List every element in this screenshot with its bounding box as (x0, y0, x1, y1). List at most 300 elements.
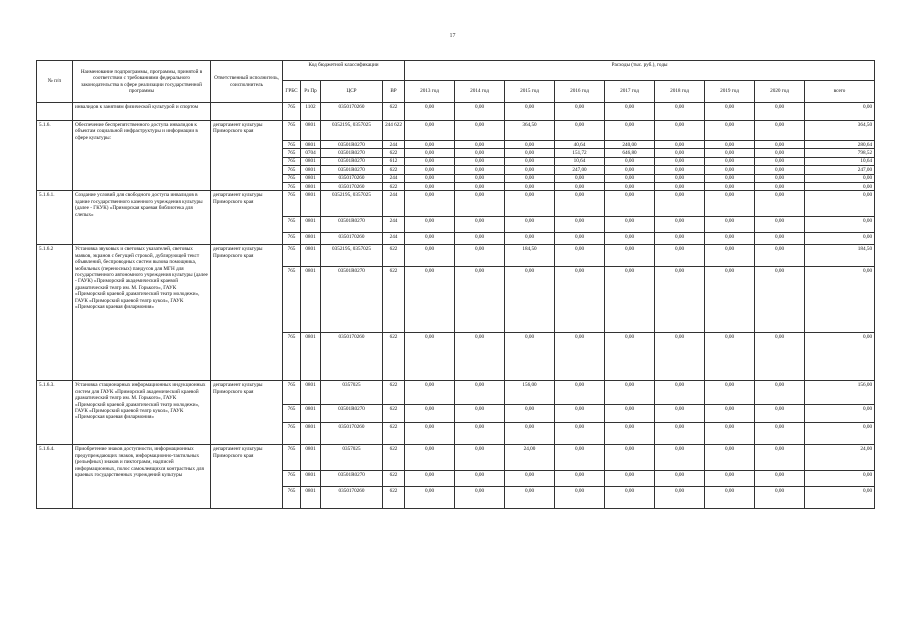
cell-expense: 0,00 (505, 423, 555, 445)
cell-expense: 0,00 (555, 405, 605, 423)
cell-vr: 622 (383, 183, 405, 191)
cell-csr: 0352195, 0357025 (321, 245, 383, 267)
cell-expense: 0,00 (405, 166, 455, 174)
cell-expense: 0,00 (605, 183, 655, 191)
header-num: № п/п (37, 61, 73, 103)
cell-expense: 0,00 (755, 245, 805, 267)
cell-expense: 240,00 (605, 141, 655, 149)
cell-expense: 0,00 (555, 423, 605, 445)
cell-csr: 03501R0270 (321, 141, 383, 149)
cell-expense: 0,00 (755, 333, 805, 381)
header-expenses: Расходы (тыс. руб.), годы (405, 61, 875, 81)
cell-grbs: 765 (283, 423, 301, 445)
cell-rzpr: 0801 (301, 471, 321, 487)
cell-expense: 0,00 (455, 183, 505, 191)
cell-expense: 0,00 (705, 267, 755, 333)
cell-expense: 0,00 (405, 174, 455, 182)
cell-total: 0,00 (805, 233, 875, 245)
header-csr: ЦСР (321, 81, 383, 103)
row-number: 5.1.6.3. (37, 381, 73, 445)
cell-expense: 24,00 (505, 445, 555, 471)
cell-expense: 0,00 (705, 149, 755, 157)
cell-expense: 0,00 (605, 166, 655, 174)
cell-expense: 0,00 (755, 141, 805, 149)
cell-vr: 622 (383, 245, 405, 267)
table-row (37, 121, 875, 141)
cell-grbs: 765 (283, 103, 301, 121)
cell-expense: 0,00 (705, 333, 755, 381)
cell-expense: 0,00 (555, 381, 605, 405)
cell-expense: 0,00 (755, 267, 805, 333)
cell-expense: 0,00 (555, 174, 605, 182)
table-body (37, 103, 875, 509)
cell-expense: 0,00 (705, 445, 755, 471)
cell-total: 0,00 (805, 183, 875, 191)
cell-expense: 0,00 (455, 333, 505, 381)
cell-vr: 622 (383, 103, 405, 121)
cell-expense: 0,00 (505, 103, 555, 121)
cell-expense: 0,00 (705, 174, 755, 182)
cell-rzpr: 0801 (301, 233, 321, 245)
cell-csr: 03501R0270 (321, 217, 383, 233)
cell-expense: 0,00 (655, 121, 705, 141)
cell-expense: 0,00 (555, 471, 605, 487)
cell-vr: 622 (383, 423, 405, 445)
cell-expense: 0,00 (655, 166, 705, 174)
cell-expense: 0,00 (655, 333, 705, 381)
cell-expense: 0,00 (455, 233, 505, 245)
cell-expense: 0,00 (405, 381, 455, 405)
row-executor: департамент культуры Приморского края (211, 245, 283, 381)
cell-expense: 0,00 (405, 487, 455, 509)
header-year-2017: 2017 год (605, 81, 655, 103)
cell-expense: 0,00 (455, 121, 505, 141)
cell-csr: 0357025 (321, 381, 383, 405)
cell-grbs: 765 (283, 381, 301, 405)
cell-expense: 0,00 (505, 471, 555, 487)
cell-total: 0,00 (805, 217, 875, 233)
cell-csr: 03501R0270 (321, 149, 383, 157)
cell-expense: 0,00 (655, 149, 705, 157)
cell-expense: 0,00 (655, 423, 705, 445)
cell-expense: 0,00 (655, 191, 705, 217)
cell-total: 156,00 (805, 381, 875, 405)
cell-rzpr: 0801 (301, 333, 321, 381)
cell-vr: 622 (383, 381, 405, 405)
cell-expense: 0,00 (605, 381, 655, 405)
cell-rzpr: 0801 (301, 183, 321, 191)
cell-rzpr: 0801 (301, 381, 321, 405)
cell-expense: 0,00 (405, 445, 455, 471)
cell-csr: 0357025 (321, 445, 383, 471)
cell-expense: 0,00 (405, 149, 455, 157)
table-row (37, 245, 875, 267)
row-name: Приобретение знаков доступности, информационных предупреждающих знаков, информационно-тактильных (рельефных) знаков и пиктограмм, надписей информационных, полос самоклеящихся контрастных для краевых государственных учреждений культуры (73, 445, 211, 509)
header-year-2013: 2013 год (405, 81, 455, 103)
cell-vr: 622 (383, 333, 405, 381)
row-number: 5.1.6.2 (37, 245, 73, 381)
cell-csr: 03501R0270 (321, 471, 383, 487)
cell-expense: 0,00 (705, 141, 755, 149)
cell-rzpr: 0704 (301, 149, 321, 157)
cell-total: 0,00 (805, 405, 875, 423)
cell-total: 798,52 (805, 149, 875, 157)
cell-expense: 0,00 (655, 233, 705, 245)
cell-total: 0,00 (805, 423, 875, 445)
cell-expense: 646,80 (605, 149, 655, 157)
cell-vr: 622 (383, 405, 405, 423)
cell-expense: 0,00 (455, 174, 505, 182)
cell-csr: 03501R0270 (321, 405, 383, 423)
cell-expense: 0,00 (755, 157, 805, 165)
cell-expense: 0,00 (505, 233, 555, 245)
cell-rzpr: 0801 (301, 445, 321, 471)
cell-expense: 0,00 (455, 405, 505, 423)
cell-expense: 0,00 (555, 183, 605, 191)
cell-vr: 622 (383, 267, 405, 333)
cell-expense: 0,00 (455, 471, 505, 487)
cell-csr: 03501R0270 (321, 267, 383, 333)
cell-csr: 0352195, 0357025 (321, 121, 383, 141)
cell-grbs: 765 (283, 333, 301, 381)
cell-expense: 0,00 (705, 423, 755, 445)
cell-csr: 0350170260 (321, 487, 383, 509)
cell-expense: 0,00 (705, 245, 755, 267)
header-rzpr: Рз Пр (301, 81, 321, 103)
cell-expense: 0,00 (505, 267, 555, 333)
budget-table (36, 60, 875, 509)
table-row (37, 445, 875, 471)
cell-rzpr: 0801 (301, 166, 321, 174)
cell-expense: 0,00 (705, 405, 755, 423)
cell-expense: 0,00 (405, 141, 455, 149)
cell-vr: 622 (383, 445, 405, 471)
row-number (37, 103, 73, 121)
cell-expense: 0,00 (755, 445, 805, 471)
cell-total: 0,00 (805, 471, 875, 487)
cell-grbs: 765 (283, 174, 301, 182)
cell-vr: 244 (383, 217, 405, 233)
cell-expense: 0,00 (405, 405, 455, 423)
header-year-2018: 2018 год (655, 81, 705, 103)
cell-grbs: 765 (283, 487, 301, 509)
cell-csr: 0350170260 (321, 174, 383, 182)
cell-expense: 0,00 (705, 217, 755, 233)
cell-expense: 0,00 (605, 445, 655, 471)
cell-expense: 0,00 (755, 166, 805, 174)
cell-expense: 0,00 (655, 381, 705, 405)
cell-rzpr: 0801 (301, 174, 321, 182)
cell-expense: 0,00 (505, 141, 555, 149)
cell-expense: 0,00 (605, 245, 655, 267)
cell-rzpr: 0801 (301, 141, 321, 149)
cell-expense: 0,00 (755, 183, 805, 191)
cell-expense: 0,00 (655, 103, 705, 121)
cell-expense: 0,00 (755, 233, 805, 245)
cell-csr: 0352195, 0357025 (321, 191, 383, 217)
cell-expense: 0,00 (705, 233, 755, 245)
cell-total: 0,00 (805, 191, 875, 217)
row-name: инвалидов к занятиям физической культурой и спортом (73, 103, 211, 121)
row-number: 5.1.6.4. (37, 445, 73, 509)
cell-grbs: 765 (283, 157, 301, 165)
cell-expense: 0,00 (755, 174, 805, 182)
cell-expense: 0,00 (755, 217, 805, 233)
cell-grbs: 765 (283, 149, 301, 157)
cell-expense: 0,00 (605, 405, 655, 423)
cell-expense: 0,00 (455, 423, 505, 445)
cell-expense: 0,00 (755, 423, 805, 445)
cell-expense: 0,00 (455, 445, 505, 471)
cell-vr: 244 (383, 141, 405, 149)
cell-expense: 0,00 (655, 405, 705, 423)
cell-expense: 0,00 (505, 183, 555, 191)
cell-rzpr: 0801 (301, 157, 321, 165)
row-executor: департамент культуры Приморского края (211, 121, 283, 191)
cell-expense: 0,00 (505, 333, 555, 381)
cell-vr: 622 (383, 487, 405, 509)
cell-expense: 0,00 (605, 174, 655, 182)
cell-expense: 0,00 (555, 333, 605, 381)
table-row (37, 191, 875, 217)
cell-expense: 0,00 (405, 233, 455, 245)
cell-expense: 0,00 (755, 487, 805, 509)
cell-grbs: 765 (283, 233, 301, 245)
cell-total: 247,00 (805, 166, 875, 174)
cell-vr: 244 (383, 174, 405, 182)
row-name: Создание условий для свободного доступа инвалидов в здание государственного казенного учреждения культуры (далее - ГКУК) «Приморская краевая библиотека для слепых» (73, 191, 211, 245)
cell-expense: 0,00 (655, 174, 705, 182)
cell-expense: 0,00 (605, 121, 655, 141)
cell-expense: 0,00 (705, 487, 755, 509)
cell-expense: 0,00 (455, 166, 505, 174)
cell-expense: 0,00 (755, 381, 805, 405)
table-row (37, 103, 875, 121)
cell-expense: 0,00 (455, 157, 505, 165)
cell-expense: 0,00 (405, 121, 455, 141)
cell-expense: 0,00 (505, 166, 555, 174)
cell-expense: 0,00 (555, 191, 605, 217)
cell-expense: 0,00 (755, 405, 805, 423)
cell-expense: 0,00 (705, 183, 755, 191)
cell-csr: 03501R0270 (321, 166, 383, 174)
header-year-2014: 2014 год (455, 81, 505, 103)
cell-total: 0,00 (805, 103, 875, 121)
cell-expense: 0,00 (605, 157, 655, 165)
cell-expense: 0,00 (605, 233, 655, 245)
cell-expense: 0,00 (405, 217, 455, 233)
cell-rzpr: 0801 (301, 191, 321, 217)
cell-expense: 0,00 (405, 245, 455, 267)
cell-expense: 0,00 (755, 149, 805, 157)
cell-expense: 0,00 (705, 191, 755, 217)
cell-expense: 0,00 (455, 141, 505, 149)
cell-expense: 0,00 (605, 423, 655, 445)
header-budget-codes: Код бюджетной классификации (283, 61, 405, 81)
cell-expense: 0,00 (605, 191, 655, 217)
cell-expense: 0,00 (705, 471, 755, 487)
cell-expense: 0,00 (655, 141, 705, 149)
row-executor: департамент культуры Приморского края (211, 445, 283, 509)
header-grbs: ГРБС (283, 81, 301, 103)
cell-csr: 0350170260 (321, 333, 383, 381)
cell-csr: 0350170260 (321, 103, 383, 121)
cell-expense: 0,00 (605, 471, 655, 487)
cell-expense: 0,00 (555, 445, 605, 471)
row-name: Установка звуковых и световых указателей, световых маяков, экранов с бегущей строкой, дублирующей текст объявлений, беспроводных систем вызова помощника, мобильных (переносных) пандусов для МГН для государственного автономного учреждения культуры (далее - ГАУК) «Приморский академический краевой драматический театр им. М. Горького», ГАУК «Приморский краевой драматический театр молодежи», ГАУК «Приморский краевой театр кукол», ГАУК «Приморская краевая филармония» (73, 245, 211, 381)
cell-expense: 0,00 (505, 487, 555, 509)
cell-rzpr: 0801 (301, 423, 321, 445)
header-year-2015: 2015 год (505, 81, 555, 103)
row-name: Установка стационарных информационных индукционных систем для ГАУК «Приморский академический краевой драматический театр им. М. Горького», ГАУК «Приморский краевой драматический театр молодежи», ГАУК «Приморский краевой театр кукол», ГАУК «Приморская краевая филармония» (73, 381, 211, 445)
row-executor: департамент культуры Приморского края (211, 381, 283, 445)
cell-expense: 0,00 (555, 217, 605, 233)
cell-rzpr: 1102 (301, 103, 321, 121)
cell-expense: 0,00 (405, 267, 455, 333)
cell-total: 0,00 (805, 174, 875, 182)
header-executor: Ответственный исполнитель, соисполнитель (211, 61, 283, 103)
cell-total: 0,00 (805, 487, 875, 509)
cell-expense: 0,00 (455, 267, 505, 333)
cell-expense: 0,00 (455, 381, 505, 405)
cell-total: 0,00 (805, 267, 875, 333)
cell-vr: 612 (383, 157, 405, 165)
cell-expense: 247,00 (555, 166, 605, 174)
cell-expense: 0,00 (605, 103, 655, 121)
cell-expense: 0,00 (555, 487, 605, 509)
header-year-2020: 2020 год (755, 81, 805, 103)
cell-grbs: 765 (283, 445, 301, 471)
cell-expense: 0,00 (555, 267, 605, 333)
cell-total: 10,64 (805, 157, 875, 165)
cell-expense: 0,00 (455, 191, 505, 217)
row-name: Обеспечение беспрепятственного доступа инвалидов к объектам социальной инфраструктуры и информации в сфере культуры: (73, 121, 211, 191)
cell-rzpr: 0801 (301, 267, 321, 333)
cell-expense: 40,64 (555, 141, 605, 149)
cell-rzpr: 0801 (301, 217, 321, 233)
header-year-2019: 2019 год (705, 81, 755, 103)
cell-rzpr: 0801 (301, 487, 321, 509)
cell-expense: 0,00 (505, 191, 555, 217)
cell-csr: 0350170260 (321, 233, 383, 245)
cell-expense: 0,00 (505, 217, 555, 233)
row-number: 5.1.6.1. (37, 191, 73, 245)
cell-expense: 156,00 (505, 381, 555, 405)
cell-expense: 0,00 (655, 471, 705, 487)
cell-expense: 0,00 (405, 191, 455, 217)
cell-expense: 0,00 (605, 487, 655, 509)
cell-expense: 0,00 (655, 157, 705, 165)
cell-grbs: 765 (283, 267, 301, 333)
cell-expense: 0,00 (655, 217, 705, 233)
cell-expense: 0,00 (505, 405, 555, 423)
cell-expense: 0,00 (455, 149, 505, 157)
cell-expense: 184,50 (505, 245, 555, 267)
cell-expense: 0,00 (655, 267, 705, 333)
cell-grbs: 765 (283, 191, 301, 217)
cell-expense: 0,00 (505, 149, 555, 157)
cell-expense: 0,00 (505, 174, 555, 182)
header-total: всего (805, 81, 875, 103)
cell-expense: 0,00 (705, 381, 755, 405)
cell-vr: 244 (383, 233, 405, 245)
cell-expense: 0,00 (755, 121, 805, 141)
cell-grbs: 765 (283, 166, 301, 174)
cell-rzpr: 0801 (301, 405, 321, 423)
cell-expense: 0,00 (455, 217, 505, 233)
cell-vr: 244 (383, 191, 405, 217)
cell-expense: 0,00 (405, 333, 455, 381)
cell-expense: 10,64 (555, 157, 605, 165)
cell-grbs: 765 (283, 141, 301, 149)
row-number: 5.1.6. (37, 121, 73, 191)
cell-expense: 0,00 (555, 233, 605, 245)
cell-rzpr: 0801 (301, 245, 321, 267)
header-vr: ВР (383, 81, 405, 103)
cell-expense: 0,00 (755, 103, 805, 121)
cell-expense: 0,00 (405, 471, 455, 487)
table-row (37, 381, 875, 405)
cell-expense: 0,00 (405, 423, 455, 445)
cell-expense: 0,00 (455, 103, 505, 121)
cell-total: 280,64 (805, 141, 875, 149)
cell-total: 364,50 (805, 121, 875, 141)
cell-csr: 0350170260 (321, 423, 383, 445)
cell-expense: 0,00 (405, 183, 455, 191)
cell-total: 184,50 (805, 245, 875, 267)
cell-csr: 0350170260 (321, 183, 383, 191)
cell-expense: 0,00 (705, 157, 755, 165)
cell-expense: 0,00 (455, 245, 505, 267)
cell-expense: 0,00 (655, 487, 705, 509)
header-year-2016: 2016 год (555, 81, 605, 103)
cell-vr: 244 622 (383, 121, 405, 141)
cell-total: 24,00 (805, 445, 875, 471)
row-executor: департамент культуры Приморского края (211, 191, 283, 245)
cell-expense: 0,00 (755, 471, 805, 487)
cell-expense: 0,00 (555, 103, 605, 121)
cell-expense: 151,72 (555, 149, 605, 157)
cell-expense: 364,50 (505, 121, 555, 141)
cell-expense: 0,00 (605, 267, 655, 333)
cell-grbs: 765 (283, 405, 301, 423)
cell-vr: 622 (383, 166, 405, 174)
cell-grbs: 765 (283, 121, 301, 141)
cell-expense: 0,00 (655, 183, 705, 191)
cell-expense: 0,00 (555, 121, 605, 141)
cell-expense: 0,00 (655, 445, 705, 471)
cell-vr: 622 (383, 149, 405, 157)
cell-expense: 0,00 (405, 103, 455, 121)
cell-expense: 0,00 (505, 157, 555, 165)
cell-vr: 622 (383, 471, 405, 487)
cell-csr: 03501R0270 (321, 157, 383, 165)
cell-expense: 0,00 (655, 245, 705, 267)
cell-expense: 0,00 (705, 103, 755, 121)
cell-expense: 0,00 (605, 333, 655, 381)
cell-grbs: 765 (283, 245, 301, 267)
cell-expense: 0,00 (755, 191, 805, 217)
cell-rzpr: 0801 (301, 121, 321, 141)
cell-grbs: 765 (283, 471, 301, 487)
cell-grbs: 765 (283, 217, 301, 233)
cell-expense: 0,00 (705, 166, 755, 174)
cell-total: 0,00 (805, 333, 875, 381)
cell-expense: 0,00 (705, 121, 755, 141)
row-executor (211, 103, 283, 121)
cell-expense: 0,00 (405, 157, 455, 165)
header-name: Наименование подпрограммы, программы, принятой в соответствии с требованиями федерального законодательства в сфере реализации государственной программы (73, 61, 211, 103)
